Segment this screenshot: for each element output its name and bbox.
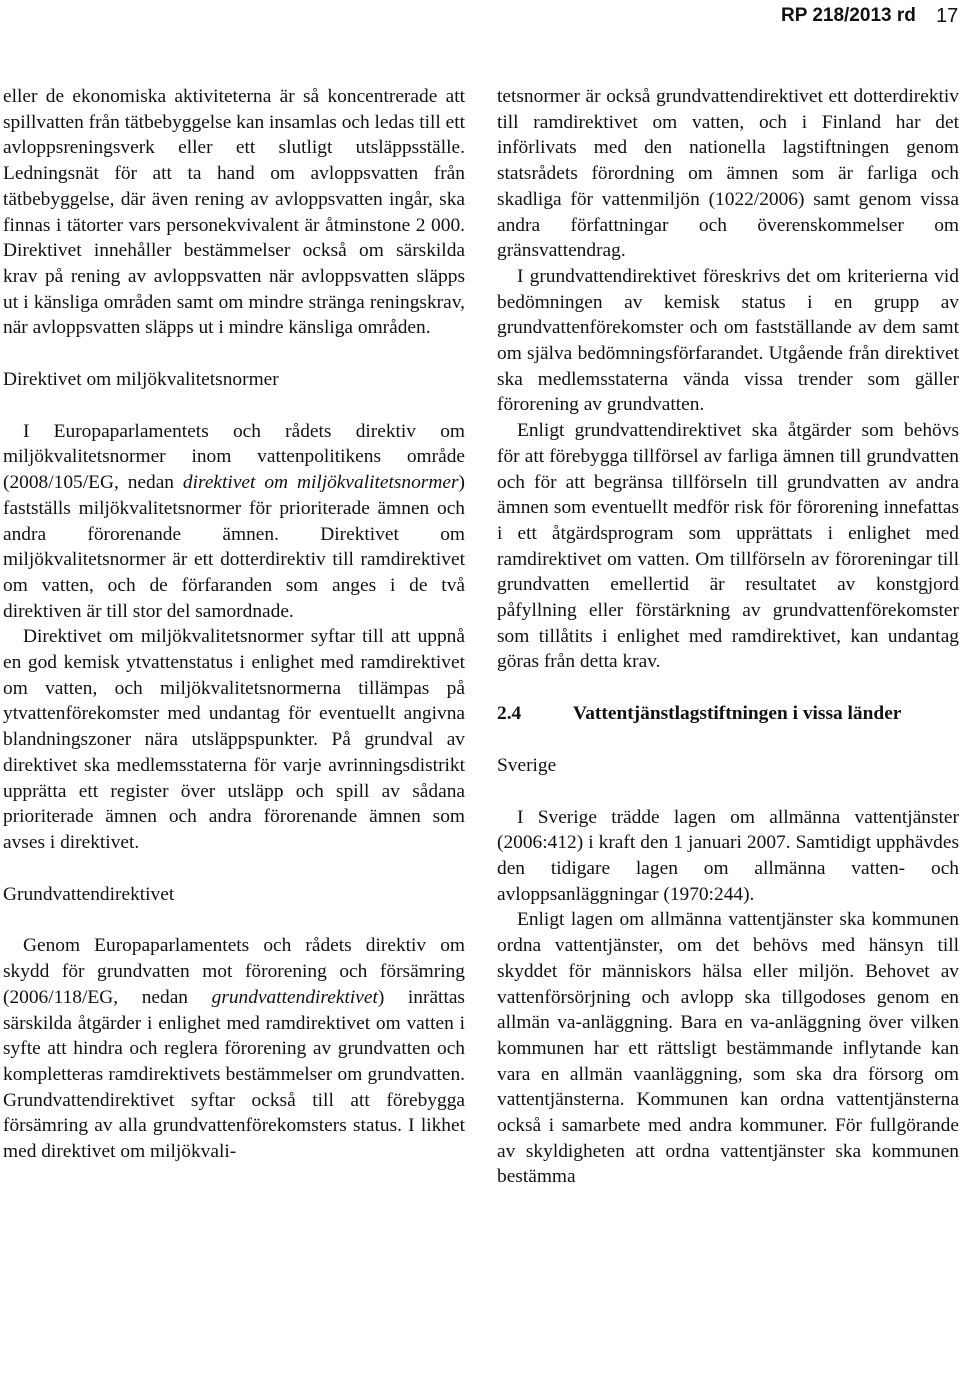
- paragraph-text: ) inrättas särskilda åtgärder i enlighet med ramdirektivet om vatten i syfte att hindra och reglera förorening av grundvatten och kompletteras ramdirektivets bestämmelser om grundvatten. Grundvattendirektivet syftar också till att förebygga försämring av alla grundvattenförekomsters status. I likhet med direktivet om miljökvali-: [3, 986, 465, 1163]
- page-header: [0, 4, 960, 34]
- paragraph-text: I Europaparlamentets och rådets direktiv om miljökvalitetsnormer inom vattenpolitikens område (2008/105/EG, nedan: [3, 420, 465, 494]
- paragraph: [3, 419, 465, 625]
- section-number: 2.4: [497, 703, 522, 725]
- right-column: [497, 84, 959, 1190]
- paragraph: Direktivet om miljökvalitetsnormer syftar till att uppnå en god kemisk ytvattenstatus i enlighet med ramdirektivet om vatten, och miljökvalitetsnormerna tillämpas på ytvattenförekomster med undantag för eventuellt angivna blandningszoner nära utsläppspunkter. På grundval av direktivet ska medlemsstaterna för varje avrinningsdistrikt upprätta ett register över utsläpp och spill av sådana prioriterade ämnen och andra förorenande ämnen som avses i direktivet.: [3, 626, 465, 853]
- paragraph-text: Genom Europaparlamentets och rådets direktiv om skydd för grundvatten mot förorening och försämring (2006/118/EG, nedan: [3, 935, 465, 1008]
- subheading-miljokvalitetsnormer: Direktivet om miljökvalitetsnormer: [3, 369, 279, 391]
- paragraph-text: ) fastställs miljökvalitetsnormer för prioriterade ämnen och andra förorenande ämnen. Direktivet om miljökvalitetsnormer är ett dotterdirektiv till ramdirektivet om vatten, och de förfaranden som anges i de två direktiven är till stor del samordnade.: [3, 472, 465, 622]
- paragraph-emphasis: direktivet om miljökvalitetsnormer: [182, 472, 459, 494]
- paragraph: tetsnormer är också grundvattendirektivet ett dotterdirektiv till ramdirektivet om vatten, och i Finland har det införlivats med den nationella lagstiftningen genom statsrådets förordning om ämnen som är farliga och skadliga för vattenmiljön (1022/2006) samt genom vissa andra författningar och överenskommelser om gränsvattendrag.: [497, 86, 959, 262]
- paragraph: Enligt lagen om allmänna vattentjänster ska kommunen ordna vattentjänster, om det behövs med hänsyn till skyddet för människors hälsa eller miljön. Behovet av vattenförsörjning och avlopp ska tillgodoses genom en allmän va-anläggning. Bara en va-anläggning över vilken kommunen har ett rättsligt bestämmande inflytande kan vara en allmän vaanläggning, som ska dra försorg om vattentjänsterna. Kommunen kan ordna vattentjänsterna också i samarbete med andra kommuner. För fullgörande av skyldigheten att ordna vattentjänster ska kommunen bestämma: [497, 909, 959, 1188]
- paragraph-emphasis: grundvattendirektivet: [211, 986, 378, 1008]
- subheading-sverige: Sverige: [497, 754, 557, 776]
- paragraph: Enligt grundvattendirektivet ska åtgärder som behövs för att förebygga tillförsel av farliga ämnen till grundvatten och för att begränsa tillförseln till grundvatten av andra ämnen som eventuellt medför risk för förorening innefattas i ett åtgärdsprogram som upprättats i enlighet med ramdirektivet om vatten. Om tillförseln av föroreningar till grundvatten emellertid är resultatet av konstgjord påfyllning eller förstärkning av grundvattenförekomster som tillåtits i enlighet med ramdirektivet, kan undantag göras från detta krav.: [497, 420, 959, 673]
- section-title: Vattentjänstlagstiftningen i vissa länder: [573, 703, 902, 725]
- section-heading: [497, 701, 959, 727]
- subheading-grundvattendirektivet: Grundvattendirektivet: [3, 883, 175, 905]
- paragraph: eller de ekonomiska aktiviteterna är så koncentrerade att spillvatten från tätbebyggelse kan insamlas och ledas till ett avloppsreningsverk eller ett slutligt utsläppsställe. Ledningsnät för att ta hand om avloppsvatten från tätbebyggelse, där även rening av avloppsvatten ingår, ska finnas i tätorter vars personekvivalent är åtminstone 2 000. Direktivet innehåller bestämmelser också om särskilda krav på rening av avloppsvatten när avloppsvatten släpps ut i känsliga områden samt om mindre stränga reningskrav, när avloppsvatten släpps ut i mindre känsliga områden.: [3, 86, 466, 339]
- paragraph: I grundvattendirektivet föreskrivs det om kriterierna vid bedömningen av kemisk status i en grupp av grundvattenförekomster och om fastställande av dem samt om själva bedömningsförfarandet. Utgående från direktivet ska medlemsstaterna vända vissa trender som gäller förorening av grundvatten.: [497, 265, 959, 416]
- document-id: RP 218/2013 rd: [781, 5, 916, 26]
- page-number: 17: [936, 5, 959, 27]
- paragraph: I Sverige trädde lagen om allmänna vattentjänster (2006:412) i kraft den 1 januari 2007. Samtidigt upphävdes den tidigare lagen om allmänna vatten- och avloppsanläggningar (1970:244).: [497, 806, 959, 905]
- paragraph: [3, 933, 465, 1164]
- left-column: [3, 84, 465, 1165]
